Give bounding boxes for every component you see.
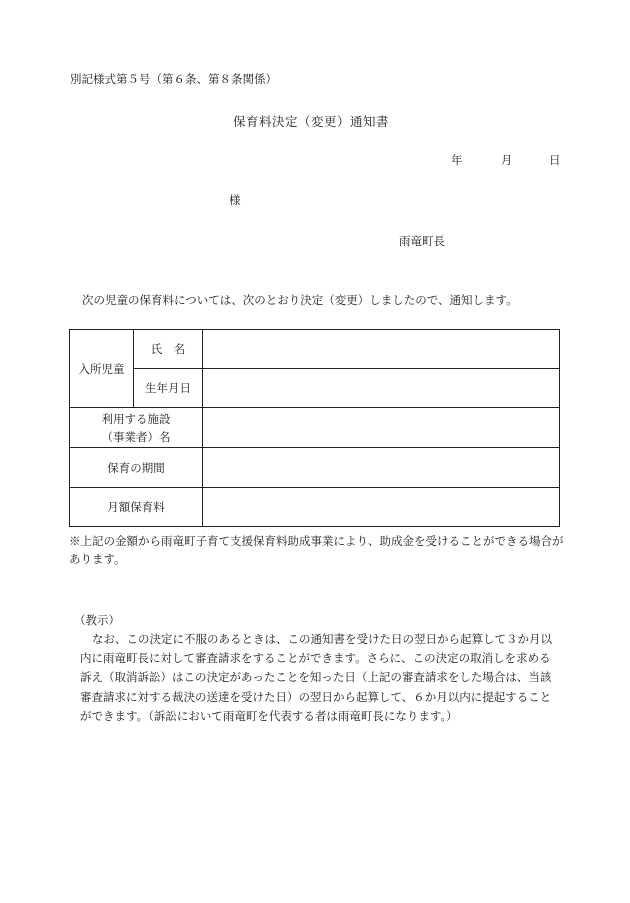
facility-label-line1: 利用する施設: [101, 411, 171, 426]
subsidy-note: ※上記の金額から雨竜町子育て支援保育料助成事業により、助成金を受けることができる場合があります。: [69, 534, 564, 566]
birth-date-label: 生年月日: [134, 369, 203, 408]
date-month-label: 月: [501, 153, 513, 167]
period-label: 保育の期間: [70, 448, 203, 488]
fee-details-table: [69, 329, 560, 527]
intro-text: 次の児童の保育料については、次のとおり決定（変更）しましたので、通知します。: [82, 293, 518, 307]
form-reference: 別記様式第５号（第６条、第８条関係）: [70, 72, 277, 86]
date-day-label: 日: [549, 153, 561, 167]
addressee-suffix: 様: [229, 193, 241, 207]
facility-value: [203, 408, 560, 448]
table-row: [70, 369, 560, 408]
birth-date-value: [203, 369, 560, 408]
monthly-fee-label: 月額保育料: [70, 488, 203, 527]
facility-label-line2: （事業者）名: [101, 429, 171, 444]
name-value: [203, 330, 560, 369]
monthly-fee-value: [203, 488, 560, 527]
table-row: [70, 330, 560, 369]
date-year-label: 年: [451, 153, 463, 167]
table-row: [70, 488, 560, 527]
period-value: [203, 448, 560, 488]
issuer-name: 雨竜町長: [399, 234, 445, 248]
instruction-body: なお、この決定に不服のあるときは、この通知書を受けた日の翌日から起算して３か月以内に雨竜町長に対して審査請求をすることができます。さらに、この決定の取消しを求める訴え（取消訴訟）はこの決定があったことを知った日（上記の審査請求をした場合は、当該審査請求に対する裁決の送達を受けた日）の翌日から起算して、６か月以内に提起することができます。（訴訟において雨竜町を代表する者は雨竜町長になります。）: [80, 632, 552, 723]
name-label: 氏 名: [134, 330, 203, 369]
table-row: [70, 408, 560, 448]
child-group-label: 入所児童: [70, 330, 134, 408]
facility-label: [70, 408, 203, 448]
table-row: [70, 448, 560, 488]
instruction-heading: （教示）: [74, 613, 120, 627]
document-title: 保育料決定（変更）通知書: [233, 114, 390, 129]
